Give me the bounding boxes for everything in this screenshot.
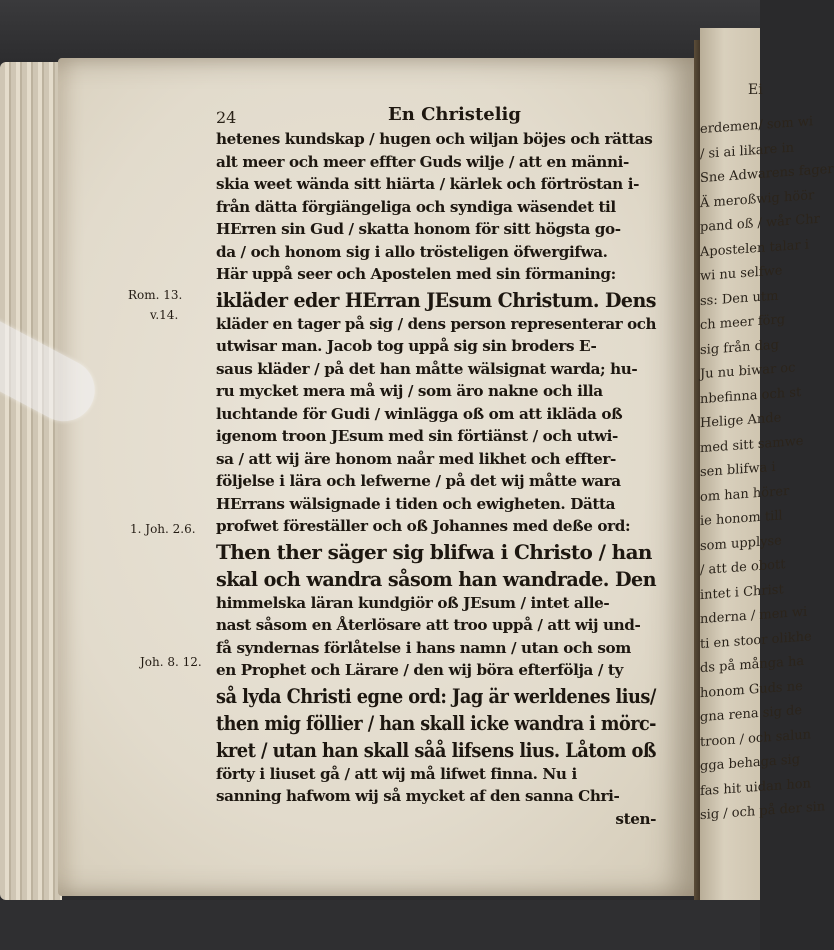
- facing-page-line: intet i Christ: [700, 581, 784, 603]
- facing-page-line: / si ai likare in: [700, 140, 795, 162]
- text-line: nast såsom en Återlösare att troo uppå / att wij und-: [216, 616, 641, 634]
- facing-page-line: nderna / men wi: [700, 604, 808, 628]
- facing-page-line: honom Guds ne: [700, 678, 803, 701]
- facing-page-line: nbefinna och st: [700, 384, 802, 407]
- facing-page-line: Helige Ande: [700, 410, 782, 432]
- facing-page-line: Apostelen talar i: [700, 236, 809, 260]
- text-line: Här uppå seer och Apostelen med sin förmaning:: [216, 265, 616, 283]
- facing-page-line: Ju nu biwar oc: [700, 360, 796, 383]
- text-line: skia weet wända sitt hiärta / kärlek och förtröstan i-: [216, 175, 639, 193]
- facing-page-line: sig / och på der sin: [700, 799, 826, 824]
- text-line: kret / utan han skall såå lifsens lius. Låtom oß: [216, 737, 656, 762]
- page-number: 24: [216, 108, 237, 127]
- text-line: ikläder eder HErran JEsum Christum. Dens: [216, 287, 656, 312]
- facing-page-line: som upplyse: [700, 532, 782, 554]
- facing-page-line: om han hörer: [700, 483, 790, 505]
- facing-page-line: ch meer förg: [700, 312, 786, 334]
- text-line: sanning hafwom wij så mycket af den sanna Chri-: [216, 787, 620, 805]
- text-line: kläder en tager på sig / dens person representerar och: [216, 314, 657, 333]
- text-line: följelse i lära och lefwerne / på det wij måtte wara: [216, 472, 621, 490]
- facing-page-line: ie honom till: [700, 508, 783, 530]
- facing-page-line: wi nu selfwe: [700, 263, 783, 285]
- facing-page-line: ti en stoor olikhe: [700, 628, 812, 652]
- text-line: HErrans wälsignade i tiden och ewigheten. Dätta: [216, 494, 616, 513]
- background-bottom: [0, 900, 760, 950]
- facing-page-line: gga behaga sig: [700, 752, 801, 775]
- facing-page-line: / att de obott: [700, 557, 786, 579]
- facing-page-header: Ei: [748, 82, 763, 98]
- margin-note: Rom. 13.: [128, 288, 183, 302]
- text-line: utwisar man. Jacob tog uppå sig sin broders E-: [216, 337, 597, 355]
- text-line: sten-: [615, 809, 656, 828]
- text-line: igenom troon JEsum med sin förtiänst / och utwi-: [216, 427, 618, 445]
- text-line: saus kläder / på det han måtte wälsignat warda; hu-: [216, 359, 638, 378]
- text-line: få syndernas förlåtelse i hans namn / utan och som: [216, 638, 631, 657]
- text-line: en Prophet och Lärare / den wij böra efterfölja / ty: [216, 661, 623, 679]
- facing-page-line: sen blifwa i: [700, 459, 776, 481]
- facing-page-line: Ä meroßwig höör: [700, 187, 815, 211]
- facing-page-line: fas hit uidan hon: [700, 775, 811, 799]
- facing-page-line: ds på många ha: [700, 653, 805, 677]
- text-line: från dätta förgiängeliga och syndiga wäsendet til: [216, 197, 616, 216]
- facing-page-line: erdemen/ som wi: [700, 114, 814, 138]
- text-line: alt meer och meer effter Guds wilje / att en männi-: [216, 152, 629, 171]
- text-line: da / och honom sig i allo tröstеligen öfwergifwa.: [216, 242, 608, 261]
- page-edges: [0, 62, 62, 900]
- text-line: så lyda Christi egne ord: Jag är werldenes lius/: [216, 683, 656, 708]
- facing-page-line: troon / och salun: [700, 726, 812, 750]
- text-line: sa / att wij äre honom naår med likhet och effter-: [216, 449, 616, 468]
- text-line: Then ther säger sig blifwa i Christo / han: [216, 539, 652, 564]
- text-line: profwet föreställer och oß Johannes med deße ord:: [216, 517, 631, 535]
- text-line: ru mycket mera må wij / som äro nakne och illa: [216, 382, 603, 400]
- facing-page-line: ss: Den utm: [700, 288, 779, 309]
- text-line: then mig föllier / han skall icke wandra i mörc-: [216, 710, 656, 735]
- facing-page-line: Sne Adwarens fager: [700, 161, 834, 187]
- margin-note: 1. Joh. 2.6.: [130, 522, 196, 536]
- facing-page: [700, 28, 834, 918]
- text-line: HErren sin Gud / skatta honom för sitt högsta go-: [216, 220, 621, 238]
- text-line: himmelska läran kundgiör oß JEsum / intet alle-: [216, 593, 610, 612]
- facing-page-line: med sitt samwe: [700, 433, 804, 456]
- facing-page-line: pand oß / wår Chr: [700, 211, 820, 236]
- page-title: En Christelig: [388, 104, 521, 125]
- text-line: hetenes kundskap / hugen och wiljan böjes och rättas: [216, 130, 653, 148]
- text-line: luchtande för Gudi / winlägga oß om att ikläda oß: [216, 404, 623, 423]
- facing-page-line: gna rena sig de: [700, 702, 803, 726]
- margin-note: v.14.: [150, 308, 179, 322]
- text-line: förty i liuset gå / att wij må lifwet finna. Nu i: [216, 764, 577, 783]
- margin-note: Joh. 8. 12.: [140, 655, 202, 669]
- facing-page-line: sig från dag: [700, 337, 779, 358]
- text-line: skal och wandra såsom han wandrade. Den: [216, 566, 657, 591]
